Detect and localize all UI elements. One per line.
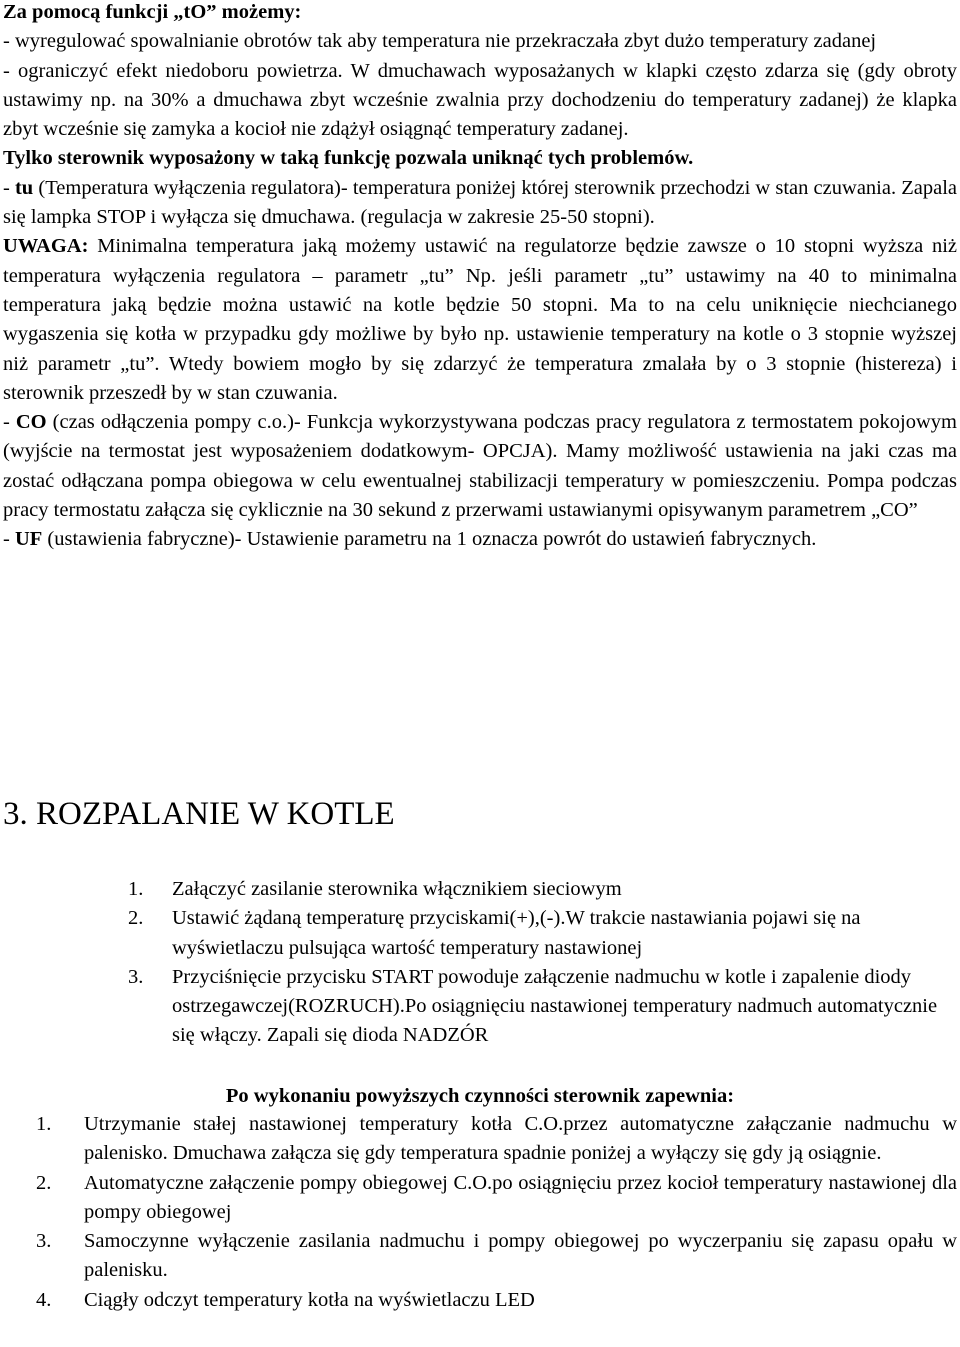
result-text: Samoczynne wyłączenie zasilania nadmuchu i pompy obiegowej po wyczerpaniu się zapasu opału w palenisku.	[84, 1230, 957, 1282]
result-number: 4.	[36, 1288, 52, 1311]
controller-functions-list	[36, 1110, 957, 1315]
intro-heading: Za pomocą funkcji „tO” możemy:	[3, 1, 302, 23]
list-item	[36, 1286, 957, 1315]
tu-parameter-paragraph	[3, 174, 957, 233]
co-prefix: -	[3, 411, 16, 434]
list-item	[128, 904, 958, 963]
tu-text: (Temperatura wyłączenia regulatora)- temperatura poniżej której sterownik przechodzi w stan czuwania. Zapala się lampka STOP i wyłącza się dmuchawa. (regulacja w zakresie 25-50 stopni).	[3, 176, 957, 229]
co-text: (czas odłączenia pompy c.o.)- Funkcja wykorzystywana podczas pracy regulatora z termostatem pokojowym (wyjście na termostat jest wyposażeniem dodatkowym- OPCJA). Mamy możliwość ustawienia na jaki czas ma zostać odłączana pompa obiegowa w celu ewentualnej stabilizacji temperatury w pomieszczeniu. Pompa podczas pracy termostatu załącza się cyklicznie na 30 sekund z przerwami ustawianymi opisywanym parametrem „CO”	[3, 411, 957, 522]
co-code: CO	[15, 411, 47, 434]
result-text: Ciągły odczyt temperatury kotła na wyświetlaczu LED	[84, 1288, 535, 1311]
warning-paragraph	[3, 232, 957, 408]
step-number: 2.	[128, 907, 144, 930]
result-number: 1.	[36, 1113, 52, 1135]
list-item	[128, 875, 958, 904]
list-item	[36, 1110, 957, 1169]
intro-paragraph-2: - ograniczyć efekt niedoboru powietrza. W dmuchawach wyposażanych w klapki często zdarza się (gdy obroty ustawimy np. na 30% a dmuchawa zbyt wcześnie zwalnia przy dochodzeniu do temperatury zadanej) że klapka zbyt wcześnie się zamyka a kocioł nie zdążył osiągnąć temperatury zadanej.	[3, 59, 957, 141]
list-item	[128, 963, 958, 1051]
result-number: 3.	[36, 1230, 52, 1253]
step-number: 1.	[128, 878, 144, 900]
intro-paragraph-1: - wyregulować spowalnianie obrotów tak aby temperatura nie przekraczała zbyt dużo temperatury zadanej	[3, 30, 877, 53]
result-number: 2.	[36, 1171, 52, 1194]
list-item	[36, 1169, 957, 1228]
result-text: Utrzymanie stałej nastawionej temperatury kotła C.O.przez automatyczne załączanie nadmuchu w palenisko. Dmuchawa załącza się gdy temperatura spadnie poniżej a wyłączy się gdy ją osiągnie.	[84, 1113, 957, 1165]
co-parameter-paragraph	[3, 408, 957, 525]
step-text: Ustawić żądaną temperaturę przyciskami(+),(-).W trakcie nastawiania pojawi się na wyświetlaczu pulsująca wartość temperatury nastawionej	[172, 907, 861, 959]
warning-text: Minimalna temperatura jaką możemy ustawić na regulatorze będzie zawsze o 10 stopni wyższa niż temperatura wyłączenia regulatora – parametr „tu” Np. jeśli parametr „tu” ustawimy na 40 to minimalna temperatura jaką będzie można ustawić na kotle będzie 50 stopni. Ma to na celu uniknięcie niechcianego wygaszenia się kotła w przypadku gdy możliwe by było np. ustawienie temperatury na kotle o 3 stopnie wyższej niż parametr „tu”. Wtedy bowiem mogło by się zdarzyć że temperatura zmalała by o 3 stopnie (histereza) i sterownik przeszedł by w stan czuwania.	[3, 235, 957, 404]
uf-code: UF	[14, 528, 43, 551]
list-item	[36, 1227, 957, 1286]
parameters-description	[3, 0, 957, 555]
step-number: 3.	[128, 965, 144, 988]
uf-text: (ustawienia fabryczne)- Ustawienie parametru na 1 oznacza powrót do ustawień fabrycznych.	[42, 528, 817, 551]
step-text: Przyciśnięcie przycisku START powoduje załączenie nadmuchu w kotle i zapalenie diody ostrzegawczej(ROZRUCH).Po osiągnięciu nastawionej temperatury nadmuch automatycznie się włączy. Zapali się dioda NADZÓR	[172, 965, 938, 1047]
tu-prefix: -	[3, 176, 15, 199]
section-title: 3. ROZPALANIE W KOTLE	[3, 796, 395, 832]
uf-parameter-paragraph	[3, 525, 957, 554]
tu-code: tu	[14, 176, 34, 199]
ignition-steps-list	[128, 875, 958, 1051]
uf-prefix: -	[3, 528, 15, 551]
intro-paragraph-3: Tylko sterownik wyposażony w taką funkcję pozwala uniknąć tych problemów.	[3, 147, 694, 170]
results-heading: Po wykonaniu powyższych czynności sterownik zapewnia:	[225, 1085, 735, 1107]
result-text: Automatyczne załączenie pompy obiegowej C.O.po osiągnięciu przez kocioł temperatury nastawionej dla pompy obiegowej	[84, 1171, 957, 1223]
warning-label: UWAGA:	[3, 235, 89, 258]
step-text: Załączyć zasilanie sterownika włącznikiem sieciowym	[172, 878, 622, 900]
